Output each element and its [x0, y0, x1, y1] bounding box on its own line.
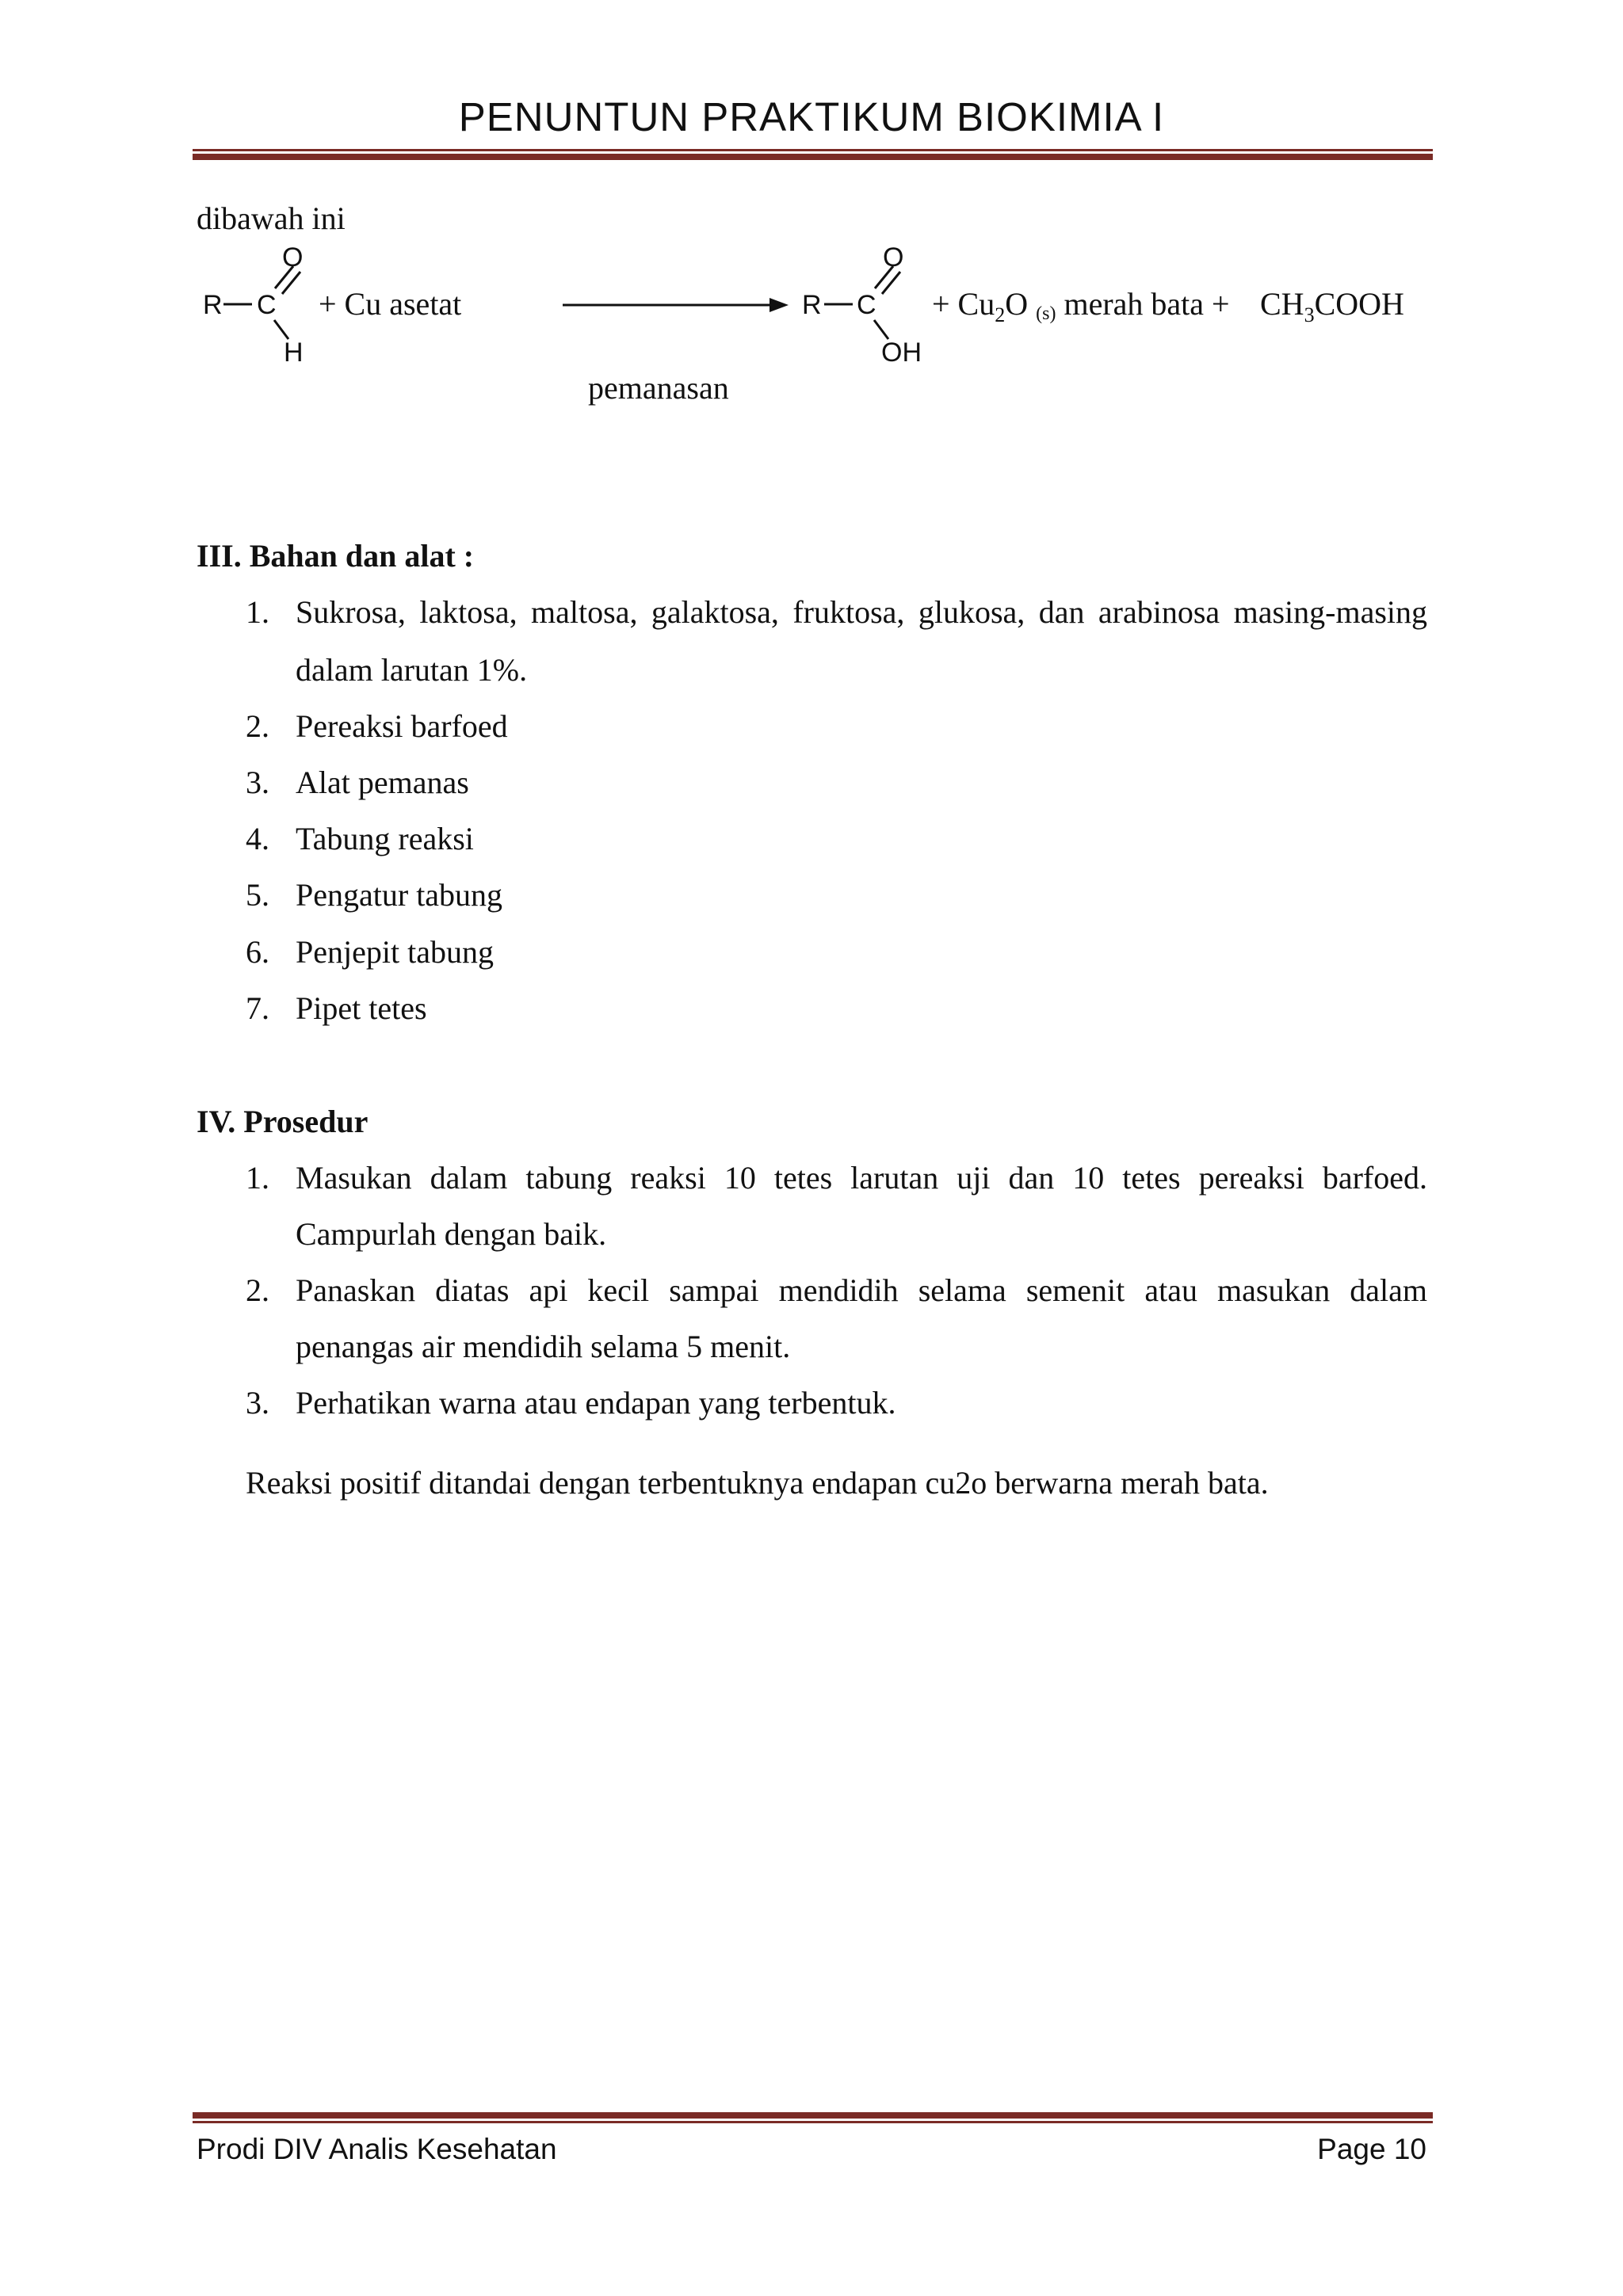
acetic-acid-formula: $CH_3COOH$: [1260, 286, 1404, 326]
reactant-r: R: [203, 290, 223, 320]
list-item-number: 3.: [246, 1385, 269, 1421]
list-item-text: Tabung reaksi: [296, 821, 474, 856]
list-item-number: 6.: [246, 934, 269, 970]
section-4-heading: IV. Prosedur: [197, 1104, 369, 1139]
conclusion-text: Reaksi positif ditandai dengan terbentuknya endapan cu2o berwarna merah bata.: [246, 1465, 1269, 1501]
reactant-ch-bond: [274, 320, 288, 339]
footer-rule: [193, 2112, 1433, 2123]
reagent-text: + Cu asetat: [319, 286, 462, 322]
product-r: R: [802, 290, 822, 320]
intro-text: dibawah ini: [197, 200, 346, 236]
list-item-text: Perhatikan warna atau endapan yang terbentuk.: [296, 1385, 896, 1421]
product-coh-bond: [874, 320, 888, 339]
list-item-text: Pipet tetes: [296, 990, 427, 1026]
list-item-text: Panaskan diatas api kecil sampai mendidih selama semenit atau masukan dalam: [296, 1272, 1427, 1308]
reaction-arrowhead: [769, 298, 789, 312]
list-item-text-cont: dalam larutan 1%.: [296, 652, 528, 688]
list-item-number: 4.: [246, 821, 269, 856]
product-hydroxyl: OH: [881, 338, 922, 368]
product-oxygen: O: [883, 242, 904, 273]
list-item-text: Alat pemanas: [296, 765, 469, 800]
list-item-number: 2.: [246, 708, 269, 744]
list-item-text: Penjepit tabung: [296, 934, 494, 970]
list-item-text: Masukan dalam tabung reaksi 10 tetes larutan uji dan 10 tetes pereaksi barfoed.: [296, 1160, 1427, 1196]
page-header-title: PENUNTUN PRAKTIKUM BIOKIMIA I: [458, 94, 1165, 139]
list-item-text-cont: penangas air mendidih selama 5 menit.: [296, 1329, 791, 1364]
list-item-text: Pengatur tabung: [296, 877, 503, 913]
reactant-carbon: C: [257, 290, 277, 320]
product-carbon: C: [857, 290, 876, 320]
list-item-number: 7.: [246, 990, 269, 1026]
list-item-text: Pereaksi barfoed: [296, 708, 508, 744]
footer-department: Prodi DIV Analis Kesehatan: [197, 2133, 557, 2165]
list-item-number: 1.: [246, 1160, 269, 1196]
page-number: Page 10: [1317, 2133, 1426, 2165]
list-item-text-cont: Campurlah dengan baik.: [296, 1216, 607, 1252]
reactant-hydrogen: H: [284, 338, 304, 368]
section-3-heading: III. Bahan dan alat :: [197, 538, 475, 574]
list-item-number: 3.: [246, 765, 269, 800]
reactant-oxygen: O: [282, 242, 304, 273]
product-formula: + $Cu_2O$ (s) merah bata +: [932, 286, 1230, 326]
list-item-number: 2.: [246, 1272, 269, 1308]
reaction-bonds: [0, 0, 1623, 412]
reaction-condition: pemanasan: [588, 370, 729, 406]
list-item-number: 5.: [246, 877, 269, 913]
list-item-number: 1.: [246, 594, 269, 630]
list-item-text: Sukrosa, laktosa, maltosa, galaktosa, fruktosa, glukosa, dan arabinosa masing-masing: [296, 594, 1427, 630]
